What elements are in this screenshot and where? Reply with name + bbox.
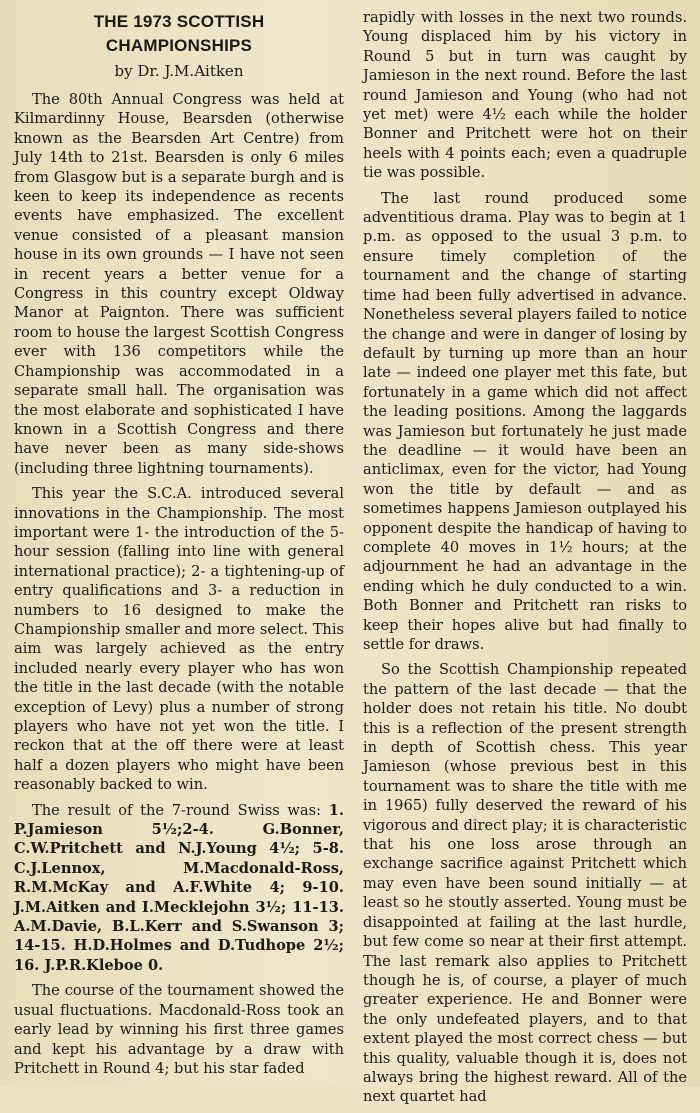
paragraph-last-round: The last round produced some adventitious drama. Play was to begin at 1 p.m. as opposed to the usual 3 p.m. to ensure timely completion of the tournament and the change of starting time had been fully advertised in advance. Nonetheless several players failed to notice the change and were in danger of losing by default by turning up more than an hour late — indeed one player met this fate, but fortunately in a game which did not affect the leading positions. Among the laggards was Jamieson but fortunately he just made the deadline — it would have been an anticlimax, even for the victor, had Young won the title by default — and as sometimes happens Jamieson outplayed his opponent despite the handicap of having to complete 40 moves in 1½ hours; at the adjournment he had an advantage in the ending which he duly conducted to a win. Both Bonner and Pritchett ran risks to keep their hopes alive but had finally to settle for draws. xyxy=(363,189,687,653)
paragraph-course-start: The course of the tournament showed the usual fluctuations. Macdonald-Ross took an early lead by winning his first three games and kept his advantage by a draw with Pritchett in Round 4; but his star faded xyxy=(14,982,344,1077)
left-column xyxy=(14,10,344,1084)
results-intro: The result of the 7-round Swiss was: xyxy=(32,801,329,819)
paragraph-summary: So the Scottish Championship repeated the pattern of the last decade — that the holder does not retain his title. No doubt this is a reflection of the present strength in depth of Scottish chess. This year Jamieson (whose previous best in this tournament was to share the title with me in 1965) fully deserved the reward of his vigorous and direct play; it is characteristic that his one loss arose through an exchange sacrifice against Pritchett which may even have been sound initially — at least so he stoutly asserted. Young must be disappointed at failing at the last hurdle, but few come so near at their first attempt. The last remark also applies to Pritchett though he is, of course, a player of much greater experience. He and Bonner were the only undefeated players, and to that extent played the most correct chess — but this quality, valuable though it is, does not always bring the highest reward. All of the next quartet had xyxy=(363,661,687,1106)
right-column xyxy=(363,8,687,1113)
title-line-2: CHAMPIONSHIPS xyxy=(105,36,253,55)
paragraph-course-continued: rapidly with losses in the next two rounds. Young displaced him by his victory in Round 5 but in turn was caught by Jamieson in the next round. Before the last round Jamieson and Young (who had not yet met) were 4½ each while the holder Bonner and Pritchett were hot on their heels with 4 points each; even a quadruple tie was possible. xyxy=(363,9,687,182)
paragraph-results xyxy=(14,801,344,976)
title-line-1: THE 1973 SCOTTISH xyxy=(93,12,265,31)
article-title xyxy=(14,10,344,58)
results-list: 1. P.Jamieson 5½;2-4. G.Bonner, C.W.Pritchett and N.J.Young 4½; 5-8. C.J.Lennox, M.Macdonald-Ross, R.M.McKay and A.F.White 4; 9-10. J.M.Aitken and I.Mecklejohn 3½; 11-13. A.M.Davie, B.L.Kerr and S.Swanson 3; 14-15. H.D.Holmes and D.Tudhope 2½; 16. J.P.R.Kleboe 0. xyxy=(14,801,344,974)
byline: by Dr. J.M.Aitken xyxy=(114,62,244,80)
paragraph-venue: The 80th Annual Congress was held at Kilmardinny House, Bearsden (otherwise known as the Bearsden Art Centre) from July 14th to 21st. Bearsden is only 6 miles from Glasgow but is a separate burgh and is keen to keep its independence as recents events have emphasized. The excellent venue consisted of a pleasant mansion house in its own grounds — I have not seen in recent years a better venue for a Congress in this country except Oldway Manor at Paignton. There was sufficient room to house the largest Scottish Congress ever with 136 competitors while the Championship was accommodated in a separate small hall. The organisation was the most elaborate and sophisticated I have known in a Scottish Congress and there have never been as many side-shows (including three lightning tournaments). xyxy=(14,91,344,477)
paragraph-innovations: This year the S.C.A. introduced several innovations in the Championship. The most important were 1- the introduction of the 5-hour session (falling into line with general international practice); 2- a tightening-up of entry qualifications and 3- a reduction in numbers to 16 designed to make the Championship smaller and more select. This aim was largely achieved as the entry included nearly every player who has won the title in the last decade (with the notable exception of Levy) plus a number of strong players who have not yet won the title. I reckon that at the off there were at least half a dozen players who might have been reasonably backed to win. xyxy=(14,485,344,794)
